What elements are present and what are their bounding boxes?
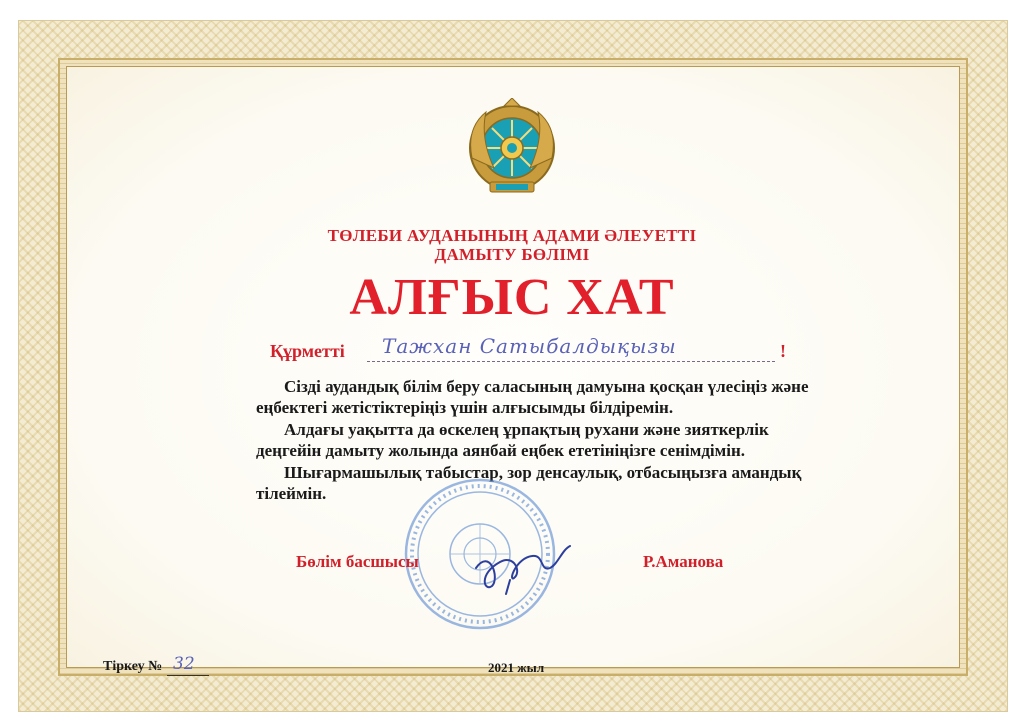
organization-name-line-1: ТӨЛЕБИ АУДАНЫНЫҢ АДАМИ ӘЛЕУЕТТІ: [327, 226, 697, 245]
body-paragraph-1: Сізді аудандық білім беру саласының дамуына қосқан үлесіңіз және еңбектегі жетістіктеріңіз үшін алғысымды білдіремін.: [256, 377, 809, 418]
greeting-label: Құрметті: [270, 341, 345, 361]
handwritten-signature-icon: [470, 528, 580, 598]
recipient-underline: [367, 361, 775, 362]
kazakhstan-state-emblem-icon: [460, 98, 564, 202]
registration-label: Тіркеу №: [103, 659, 163, 674]
signatory-name: Р.Аманова: [643, 552, 724, 571]
greeting-exclamation: !: [780, 341, 786, 361]
issue-year: 2021 жыл: [488, 660, 545, 675]
document-title: АЛҒЫС ХАТ: [349, 269, 675, 326]
registration-number-handwritten: 32: [173, 654, 195, 674]
body-paragraph-3: Шығармашылық табыстар, зор денсаулық, отбасыңызға амандық тілеймін.: [256, 462, 802, 504]
signatory-position: Бөлім басшысы: [296, 552, 419, 571]
organization-name-line-2: ДАМЫТУ БӨЛІМІ: [434, 245, 590, 264]
registration-underline: [167, 675, 209, 676]
recipient-handwritten-name: Тажхан Сатыбалдықызы: [382, 334, 677, 358]
body-paragraph-2: Алдағы уақытта да өскелең ұрпақтың рухани және зияткерлік деңгейін дамыту жолында аянбай еңбек ететініңізге сенімдімін.: [256, 419, 769, 461]
